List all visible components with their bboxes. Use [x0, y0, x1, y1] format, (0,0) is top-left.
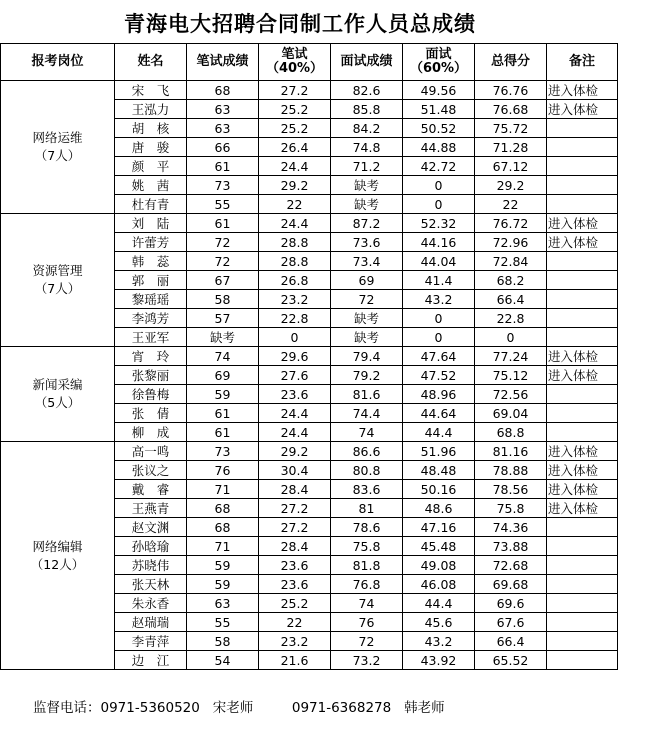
- cell-total: 68.2: [475, 271, 547, 290]
- cell-note: 进入体检: [547, 214, 618, 233]
- cell-note: [547, 651, 618, 670]
- group-post-name: 资源管理: [32, 263, 83, 278]
- cell-interview-score: 78.6: [331, 518, 403, 537]
- cell-written-weighted: 28.8: [259, 233, 331, 252]
- cell-name: 张 倩: [115, 404, 187, 423]
- cell-interview-weighted: 51.48: [403, 100, 475, 119]
- cell-note: [547, 404, 618, 423]
- cell-note: [547, 290, 618, 309]
- cell-written-score: 72: [187, 233, 259, 252]
- cell-note: [547, 423, 618, 442]
- group-post-name: 网络运维: [32, 130, 83, 145]
- cell-interview-weighted: 44.4: [403, 423, 475, 442]
- cell-written-score: 61: [187, 157, 259, 176]
- cell-interview-weighted: 49.08: [403, 556, 475, 575]
- cell-name: 张天林: [115, 575, 187, 594]
- cell-written-weighted: 29.2: [259, 442, 331, 461]
- cell-total: 72.96: [475, 233, 547, 252]
- cell-written-score: 68: [187, 81, 259, 100]
- cell-written-weighted: 27.2: [259, 518, 331, 537]
- cell-interview-score: 76: [331, 613, 403, 632]
- cell-written-score: 73: [187, 176, 259, 195]
- cell-note: [547, 195, 618, 214]
- cell-written-score: 68: [187, 518, 259, 537]
- cell-interview-score: 74.4: [331, 404, 403, 423]
- header-row: [1, 44, 618, 81]
- cell-interview-weighted: 44.16: [403, 233, 475, 252]
- cell-interview-weighted: 48.6: [403, 499, 475, 518]
- cell-written-score: 61: [187, 214, 259, 233]
- cell-name: 张黎丽: [115, 366, 187, 385]
- cell-interview-score: 69: [331, 271, 403, 290]
- cell-note: 进入体检: [547, 347, 618, 366]
- cell-interview-weighted: 44.04: [403, 252, 475, 271]
- header-interview-score: 面试成绩: [331, 44, 403, 81]
- cell-name: 韩 蕊: [115, 252, 187, 271]
- cell-interview-score: 74: [331, 594, 403, 613]
- cell-written-weighted: 28.4: [259, 537, 331, 556]
- cell-interview-weighted: 43.2: [403, 632, 475, 651]
- cell-note: [547, 271, 618, 290]
- cell-total: 68.8: [475, 423, 547, 442]
- cell-interview-weighted: 44.88: [403, 138, 475, 157]
- cell-written-weighted: 29.2: [259, 176, 331, 195]
- cell-interview-weighted: 43.92: [403, 651, 475, 670]
- cell-interview-weighted: 42.72: [403, 157, 475, 176]
- cell-note: [547, 613, 618, 632]
- cell-written-score: 72: [187, 252, 259, 271]
- cell-interview-weighted: 46.08: [403, 575, 475, 594]
- group-post-name: 网络编辑: [32, 538, 83, 554]
- group-post-name: 新闻采编: [32, 377, 83, 392]
- cell-total: 66.4: [475, 632, 547, 651]
- cell-name: 李青萍: [115, 632, 187, 651]
- cell-note: [547, 632, 618, 651]
- cell-note: [547, 138, 618, 157]
- cell-total: 76.72: [475, 214, 547, 233]
- group-post-cell: [1, 347, 115, 442]
- cell-written-weighted: 26.8: [259, 271, 331, 290]
- cell-total: 78.88: [475, 461, 547, 480]
- cell-written-score: 71: [187, 480, 259, 499]
- cell-note: [547, 556, 618, 575]
- cell-written-weighted: 23.6: [259, 385, 331, 404]
- header-interview-weighted-line2: （60%）: [409, 61, 468, 76]
- footer-contact-2: 韩老师: [404, 700, 445, 716]
- cell-note: [547, 518, 618, 537]
- cell-interview-score: 81: [331, 499, 403, 518]
- cell-name: 李鸿芳: [115, 309, 187, 328]
- cell-interview-score: 76.8: [331, 575, 403, 594]
- cell-interview-weighted: 47.16: [403, 518, 475, 537]
- cell-name: 赵瑞瑞: [115, 613, 187, 632]
- table-row: [1, 442, 618, 461]
- cell-interview-score: 84.2: [331, 119, 403, 138]
- cell-interview-weighted: 41.4: [403, 271, 475, 290]
- cell-interview-weighted: 50.16: [403, 480, 475, 499]
- cell-name: 柳 成: [115, 423, 187, 442]
- cell-written-score: 缺考: [187, 328, 259, 347]
- cell-name: 徐鲁梅: [115, 385, 187, 404]
- cell-note: 进入体检: [547, 366, 618, 385]
- cell-total: 72.56: [475, 385, 547, 404]
- cell-interview-score: 71.2: [331, 157, 403, 176]
- cell-interview-weighted: 0: [403, 195, 475, 214]
- cell-name: 孙晗瑜: [115, 537, 187, 556]
- cell-written-score: 63: [187, 594, 259, 613]
- cell-note: [547, 157, 618, 176]
- header-interview-weighted-line1: 面试: [425, 47, 452, 62]
- cell-interview-score: 74.8: [331, 138, 403, 157]
- cell-note: 进入体检: [547, 81, 618, 100]
- cell-note: [547, 575, 618, 594]
- cell-note: [547, 309, 618, 328]
- cell-written-weighted: 25.2: [259, 100, 331, 119]
- cell-interview-score: 80.8: [331, 461, 403, 480]
- cell-written-score: 63: [187, 100, 259, 119]
- header-written-weighted-line1: 笔试: [281, 47, 308, 62]
- cell-interview-weighted: 45.6: [403, 613, 475, 632]
- cell-written-weighted: 24.4: [259, 157, 331, 176]
- cell-note: [547, 119, 618, 138]
- cell-note: 进入体检: [547, 499, 618, 518]
- cell-interview-score: 81.8: [331, 556, 403, 575]
- cell-note: 进入体检: [547, 233, 618, 252]
- header-written-weighted-line2: （40%）: [265, 61, 324, 76]
- cell-name: 胡 核: [115, 119, 187, 138]
- cell-note: [547, 594, 618, 613]
- cell-interview-score: 73.4: [331, 252, 403, 271]
- cell-written-weighted: 0: [259, 328, 331, 347]
- cell-name: 张议之: [115, 461, 187, 480]
- cell-written-weighted: 28.8: [259, 252, 331, 271]
- cell-total: 66.4: [475, 290, 547, 309]
- cell-total: 81.16: [475, 442, 547, 461]
- cell-name: 王燕青: [115, 499, 187, 518]
- cell-interview-score: 72: [331, 632, 403, 651]
- cell-total: 69.68: [475, 575, 547, 594]
- cell-interview-score: 79.2: [331, 366, 403, 385]
- cell-total: 77.24: [475, 347, 547, 366]
- cell-note: [547, 328, 618, 347]
- cell-written-weighted: 25.2: [259, 119, 331, 138]
- cell-written-weighted: 23.6: [259, 556, 331, 575]
- cell-written-score: 58: [187, 632, 259, 651]
- header-post: 报考岗位: [1, 44, 115, 81]
- cell-interview-score: 81.6: [331, 385, 403, 404]
- cell-note: [547, 176, 618, 195]
- cell-written-score: 59: [187, 575, 259, 594]
- cell-interview-score: 85.8: [331, 100, 403, 119]
- cell-total: 71.28: [475, 138, 547, 157]
- cell-name: 苏晓伟: [115, 556, 187, 575]
- cell-name: 朱永香: [115, 594, 187, 613]
- group-post-count: （7人）: [34, 281, 81, 296]
- cell-total: 69.04: [475, 404, 547, 423]
- cell-interview-weighted: 44.64: [403, 404, 475, 423]
- cell-written-score: 61: [187, 404, 259, 423]
- cell-note: [547, 537, 618, 556]
- cell-written-weighted: 22: [259, 195, 331, 214]
- cell-written-weighted: 22: [259, 613, 331, 632]
- cell-written-weighted: 21.6: [259, 651, 331, 670]
- cell-interview-score: 82.6: [331, 81, 403, 100]
- cell-interview-weighted: 47.64: [403, 347, 475, 366]
- cell-written-score: 55: [187, 613, 259, 632]
- cell-interview-weighted: 48.96: [403, 385, 475, 404]
- cell-interview-score: 73.6: [331, 233, 403, 252]
- cell-interview-weighted: 0: [403, 309, 475, 328]
- cell-name: 高一鸣: [115, 442, 187, 461]
- cell-interview-score: 72: [331, 290, 403, 309]
- cell-note: 进入体检: [547, 461, 618, 480]
- cell-interview-score: 83.6: [331, 480, 403, 499]
- cell-total: 78.56: [475, 480, 547, 499]
- cell-name: 唐 骏: [115, 138, 187, 157]
- cell-total: 67.12: [475, 157, 547, 176]
- cell-name: 王泓力: [115, 100, 187, 119]
- cell-total: 75.72: [475, 119, 547, 138]
- cell-written-score: 66: [187, 138, 259, 157]
- cell-name: 宋 飞: [115, 81, 187, 100]
- cell-total: 0: [475, 328, 547, 347]
- cell-name: 姚 茜: [115, 176, 187, 195]
- cell-total: 22: [475, 195, 547, 214]
- cell-name: 王亚军: [115, 328, 187, 347]
- table-row: [1, 81, 618, 100]
- cell-total: 76.76: [475, 81, 547, 100]
- cell-written-score: 61: [187, 423, 259, 442]
- table-row: [1, 347, 618, 366]
- cell-name: 黎瑶瑶: [115, 290, 187, 309]
- footer-label: 监督电话：: [33, 700, 101, 716]
- cell-written-weighted: 30.4: [259, 461, 331, 480]
- cell-written-score: 67: [187, 271, 259, 290]
- cell-total: 22.8: [475, 309, 547, 328]
- group-post-count: （5人）: [34, 395, 81, 410]
- cell-name: 郭 丽: [115, 271, 187, 290]
- cell-written-score: 74: [187, 347, 259, 366]
- results-table: [0, 43, 618, 670]
- cell-written-score: 58: [187, 290, 259, 309]
- cell-written-score: 59: [187, 556, 259, 575]
- cell-interview-score: 86.6: [331, 442, 403, 461]
- header-total: 总得分: [475, 44, 547, 81]
- cell-note: [547, 252, 618, 271]
- cell-written-weighted: 27.2: [259, 81, 331, 100]
- cell-total: 72.68: [475, 556, 547, 575]
- cell-interview-score: 74: [331, 423, 403, 442]
- cell-interview-score: 73.2: [331, 651, 403, 670]
- cell-total: 69.6: [475, 594, 547, 613]
- cell-total: 74.36: [475, 518, 547, 537]
- cell-total: 75.12: [475, 366, 547, 385]
- cell-name: 刘 陆: [115, 214, 187, 233]
- header-note: 备注: [547, 44, 618, 81]
- cell-name: 许蕾芳: [115, 233, 187, 252]
- cell-written-weighted: 25.2: [259, 594, 331, 613]
- cell-written-weighted: 23.2: [259, 632, 331, 651]
- cell-written-score: 73: [187, 442, 259, 461]
- cell-written-weighted: 28.4: [259, 480, 331, 499]
- cell-interview-score: 87.2: [331, 214, 403, 233]
- header-written-weighted: [259, 44, 331, 81]
- cell-interview-weighted: 50.52: [403, 119, 475, 138]
- cell-interview-score: 缺考: [331, 309, 403, 328]
- cell-note: 进入体检: [547, 442, 618, 461]
- cell-name: 边 江: [115, 651, 187, 670]
- cell-written-weighted: 23.2: [259, 290, 331, 309]
- cell-written-score: 68: [187, 499, 259, 518]
- cell-total: 67.6: [475, 613, 547, 632]
- cell-written-score: 63: [187, 119, 259, 138]
- group-post-cell: [1, 81, 115, 214]
- cell-written-score: 69: [187, 366, 259, 385]
- group-post-cell: [1, 214, 115, 347]
- footer-phone-2: 0971-6368278: [291, 700, 392, 716]
- cell-written-weighted: 23.6: [259, 575, 331, 594]
- cell-total: 75.8: [475, 499, 547, 518]
- cell-interview-score: 缺考: [331, 195, 403, 214]
- cell-interview-weighted: 43.2: [403, 290, 475, 309]
- table-row: [1, 214, 618, 233]
- footer-contact: [33, 696, 445, 716]
- cell-written-score: 59: [187, 385, 259, 404]
- cell-written-score: 55: [187, 195, 259, 214]
- page-title: 青海电大招聘合同制工作人员总成绩: [124, 11, 476, 36]
- cell-note: 进入体检: [547, 480, 618, 499]
- cell-written-weighted: 27.2: [259, 499, 331, 518]
- cell-interview-score: 缺考: [331, 328, 403, 347]
- cell-total: 73.88: [475, 537, 547, 556]
- cell-interview-weighted: 49.56: [403, 81, 475, 100]
- cell-interview-score: 缺考: [331, 176, 403, 195]
- header-name: 姓名: [115, 44, 187, 81]
- cell-interview-score: 79.4: [331, 347, 403, 366]
- cell-written-weighted: 29.6: [259, 347, 331, 366]
- results-body: [1, 81, 618, 670]
- cell-interview-weighted: 45.48: [403, 537, 475, 556]
- cell-written-score: 57: [187, 309, 259, 328]
- cell-note: [547, 385, 618, 404]
- cell-written-weighted: 24.4: [259, 404, 331, 423]
- cell-written-score: 76: [187, 461, 259, 480]
- cell-name: 赵文渊: [115, 518, 187, 537]
- cell-written-score: 54: [187, 651, 259, 670]
- cell-name: 杜有青: [115, 195, 187, 214]
- cell-written-score: 71: [187, 537, 259, 556]
- cell-note: 进入体检: [547, 100, 618, 119]
- cell-total: 76.68: [475, 100, 547, 119]
- cell-written-weighted: 27.6: [259, 366, 331, 385]
- cell-name: 颜 平: [115, 157, 187, 176]
- cell-interview-score: 75.8: [331, 537, 403, 556]
- group-post-count: （12人）: [30, 556, 85, 572]
- cell-interview-weighted: 0: [403, 176, 475, 195]
- cell-written-weighted: 22.8: [259, 309, 331, 328]
- cell-interview-weighted: 52.32: [403, 214, 475, 233]
- cell-interview-weighted: 47.52: [403, 366, 475, 385]
- cell-written-weighted: 24.4: [259, 423, 331, 442]
- cell-interview-weighted: 44.4: [403, 594, 475, 613]
- footer-phone-1: 0971-5360520: [100, 700, 200, 716]
- cell-written-weighted: 26.4: [259, 138, 331, 157]
- cell-total: 72.84: [475, 252, 547, 271]
- cell-name: 宵 玲: [115, 347, 187, 366]
- cell-total: 29.2: [475, 176, 547, 195]
- cell-interview-weighted: 0: [403, 328, 475, 347]
- cell-name: 戴 睿: [115, 480, 187, 499]
- group-post-cell: [1, 442, 115, 670]
- group-post-count: （7人）: [34, 148, 81, 163]
- header-interview-weighted: [403, 44, 475, 81]
- footer-contact-1: 宋老师: [212, 700, 254, 716]
- cell-interview-weighted: 48.48: [403, 461, 475, 480]
- cell-written-weighted: 24.4: [259, 214, 331, 233]
- cell-total: 65.52: [475, 651, 547, 670]
- header-written-score: 笔试成绩: [187, 44, 259, 81]
- cell-interview-weighted: 51.96: [403, 442, 475, 461]
